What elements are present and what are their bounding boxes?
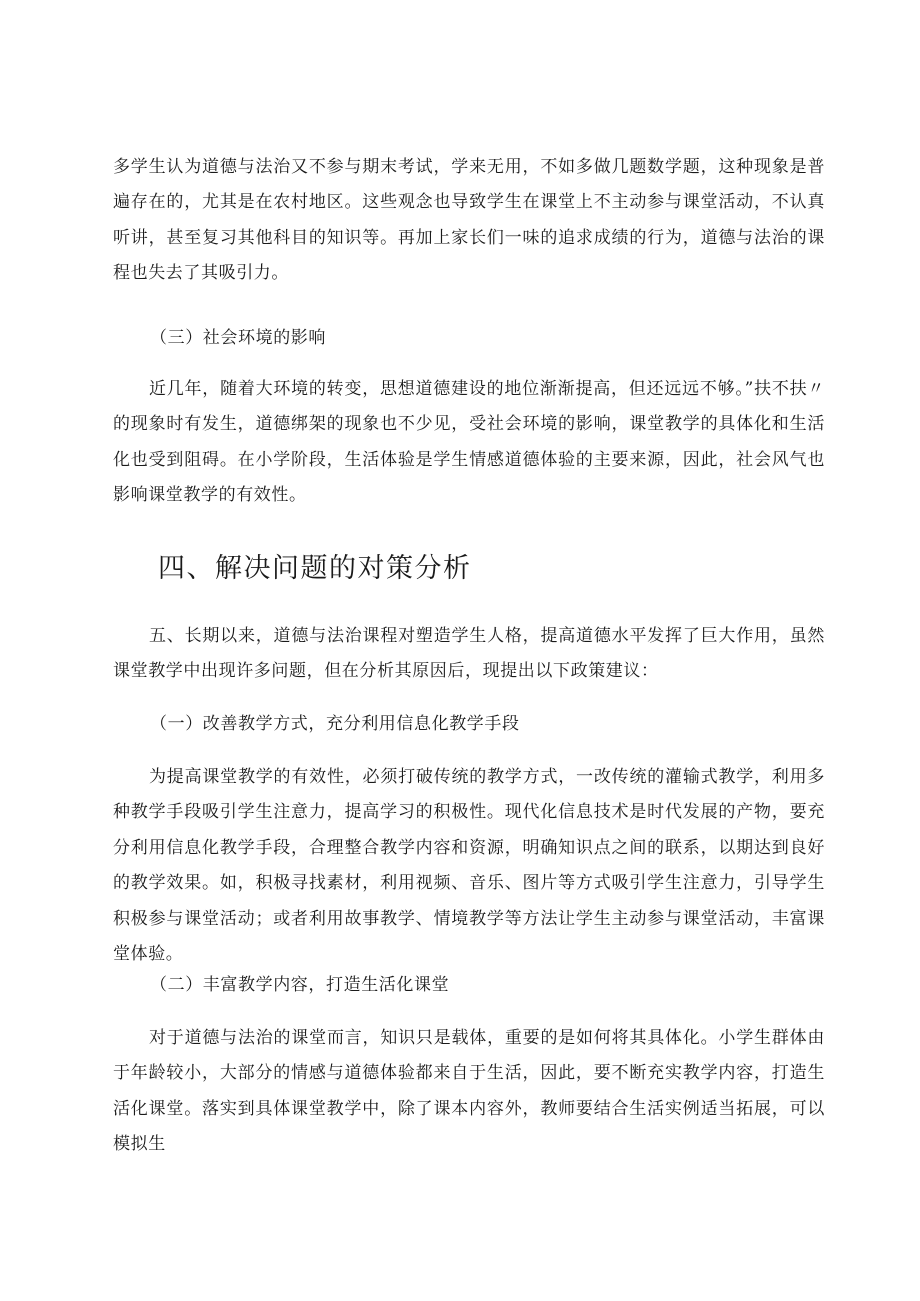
strategy-1-title: （一）改善教学方式，充分利用信息化教学手段 xyxy=(150,714,520,734)
section-4-intro: 五、长期以来，道德与法治课程对塑造学生人格，提高道德水平发挥了巨大作用，虽然课堂教学中出现许多问题，但在分析其原因后，现提出以下政策建议： xyxy=(113,626,825,682)
subsection-3-paragraph: 近几年，随着大环境的转变，思想道德建设的地位渐渐提高，但还远远不够。”扶不扶〃的现象时有发生，道德绑架的现象也不少见，受社会环境的影响，课堂教学的具体化和生活化也受到阻碍。在小学阶段，生活体验是学生情感道德体验的主要来源，因此，社会风气也影响课堂教学的有效性。 xyxy=(113,379,825,506)
strategy-1-paragraph: 为提高课堂教学的有效性，必须打破传统的教学方式，一改传统的灌输式教学，利用多种教学手段吸引学生注意力，提高学习的积极性。现代化信息技术是时代发展的产物，要充分利用信息化教学手段，合理整合教学内容和资源，明确知识点之间的联系，以期达到良好的教学效果。如，积极寻找素材，利用视频、音乐、图片等方式吸引学生注意力，引导学生积极参与课堂活动；或者利用故事教学、情境教学等方法让学生主动参与课堂活动，丰富课堂体验。 xyxy=(113,767,825,965)
intro-paragraph: 多学生认为道德与法治又不参与期末考试，学来无用，不如多做几题数学题，这种现象是普遍存在的，尤其是在农村地区。这些观念也导致学生在课堂上不主动参与课堂活动，不认真听讲，甚至复习其他科目的知识等。再加上家长们一味的追求成绩的行为，道德与法治的课程也失去了其吸引力。 xyxy=(113,157,825,284)
strategy-2-paragraph: 对于道德与法治的课堂而言，知识只是载体，重要的是如何将其具体化。小学生群体由于年龄较小，大部分的情感与道德体验都来自于生活，因此，要不断充实教学内容，打造生活化课堂。落实到具体课堂教学中，除了课本内容外，教师要结合生活实例适当拓展，可以模拟生 xyxy=(113,1028,825,1155)
subsection-3-title: （三）社会环境的影响 xyxy=(150,328,326,348)
section-4-heading: 四、解决问题的对策分析 xyxy=(158,553,472,584)
strategy-2-title: （二）丰富教学内容，打造生活化课堂 xyxy=(150,975,450,995)
